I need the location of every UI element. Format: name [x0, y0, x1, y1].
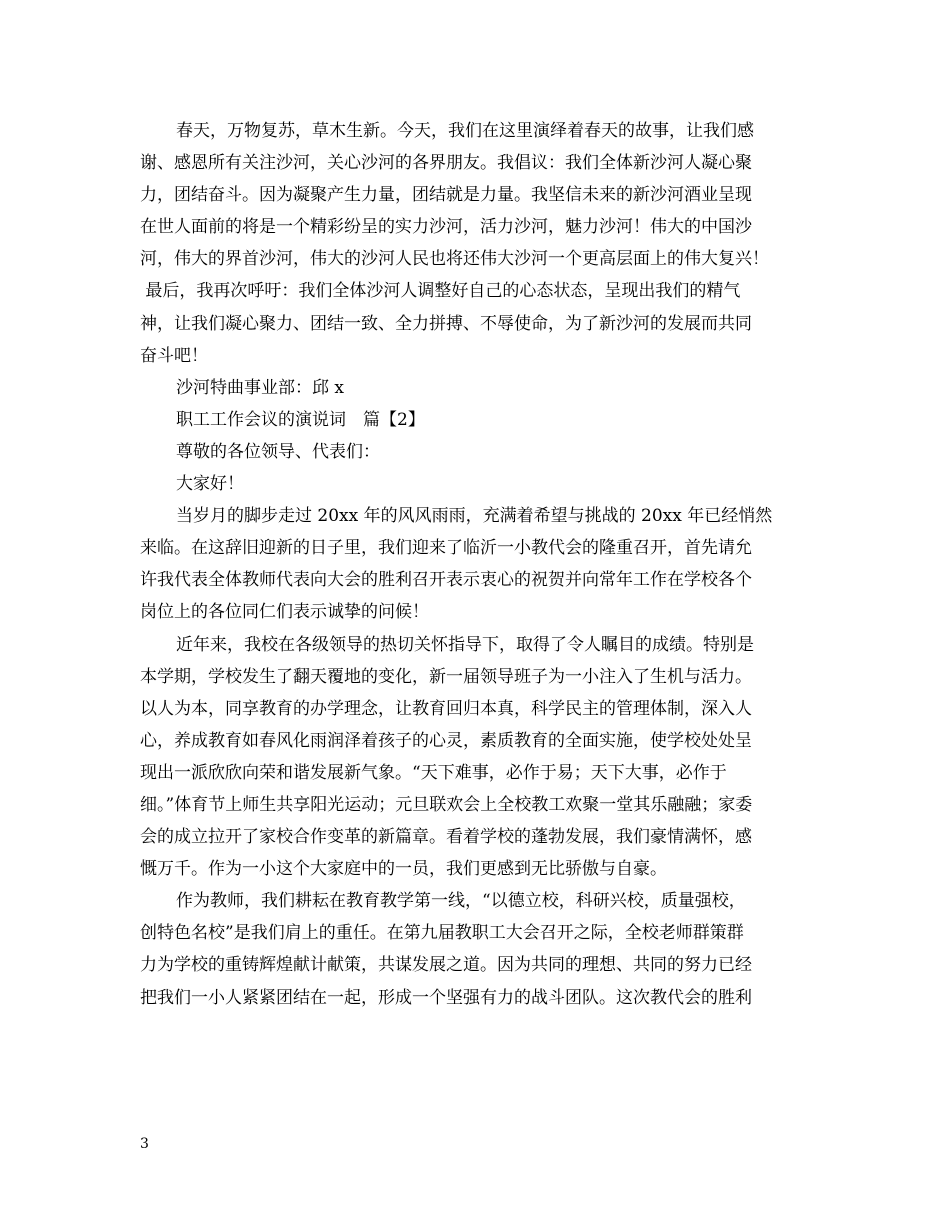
text-line: 现出一派欣欣向荣和谐发展新气象。“天下难事，必作于易；天下大事，必作于 [140, 762, 727, 783]
page-number: 3 [140, 1136, 149, 1152]
text-line: 最后，我再次呼吁：我们全体沙河人调整好自己的心态状态，呈现出我们的精气 [140, 281, 741, 302]
text-line: 河，伟大的界首沙河，伟大的沙河人民也将还伟大沙河一个更高层面上的伟大复兴！ [140, 249, 769, 270]
text-line: 慨万千。作为一小这个大家庭中的一员，我们更感到无比骄傲与自豪。 [140, 859, 667, 880]
document-body [140, 115, 815, 1014]
text-line: 奋斗吧！ [140, 345, 208, 366]
text-line: 职工工作会议的演说词 篇【2】 [176, 409, 425, 430]
text-line: 本学期，学校发生了翻天覆地的变化，新一届领导班子为一小注入了生机与活力。 [140, 666, 752, 687]
text-line: 力为学校的重铸辉煌献计献策，共谋发展之道。因为共同的理想、共同的努力已经 [140, 955, 752, 976]
text-line: 谢、感恩所有关注沙河，关心沙河的各界朋友。我倡议：我们全体新沙河人凝心聚 [140, 153, 752, 174]
text-line: 会的成立拉开了家校合作变革的新篇章。看着学校的蓬勃发展，我们豪情满怀，感 [140, 827, 752, 848]
text-line: 神，让我们凝心聚力、团结一致、全力拼搏、不辱使命，为了新沙河的发展而共同 [140, 313, 752, 334]
text-line: 在世人面前的将是一个精彩纷呈的实力沙河，活力沙河，魅力沙河！伟大的中国沙 [140, 217, 752, 238]
text-line: 当岁月的脚步走过 20xx 年的风风雨雨，充满着希望与挑战的 20xx 年已经悄然 [176, 506, 773, 527]
text-line: 近年来，我校在各级领导的热切关怀指导下，取得了令人瞩目的成绩。特别是 [176, 634, 754, 655]
text-line: 大家好！ [176, 474, 244, 495]
text-line: 以人为本，同享教育的办学理念，让教育回归本真，科学民主的管理体制，深入人 [140, 698, 752, 719]
text-line: 作为教师，我们耕耘在教育教学第一线，“以德立校，科研兴校，质量强校， [176, 891, 746, 912]
text-line: 创特色名校”是我们肩上的重任。在第九届教职工大会召开之际，全校老师群策群 [140, 923, 744, 944]
text-line: 岗位上的各位同仁们表示诚挚的问候！ [140, 602, 429, 623]
text-line: 春天，万物复苏，草木生新。今天，我们在这里演绎着春天的故事，让我们感 [176, 121, 754, 141]
text-line: 来临。在这辞旧迎新的日子里，我们迎来了临沂一小教代会的隆重召开，首先请允 [140, 538, 752, 559]
text-line: 尊敬的各位领导、代表们： [176, 441, 380, 462]
text-line: 细。”体育节上师生共享阳光运动；元旦联欢会上全校教工欢聚一堂其乐融融；家委 [140, 794, 753, 815]
text-line: 力，团结奋斗。因为凝聚产生力量，团结就是力量。我坚信未来的新沙河酒业呈现 [140, 185, 752, 206]
text-line: 心，养成教育如春风化雨润泽着孩子的心灵，素质教育的全面实施，使学校处处呈 [140, 730, 752, 751]
text-line: 把我们一小人紧紧团结在一起，形成一个坚强有力的战斗团队。这次教代会的胜利 [140, 987, 752, 1008]
text-line: 沙河特曲事业部：邱 x [176, 377, 344, 398]
text-line: 许我代表全体教师代表向大会的胜利召开表示衷心的祝贺并向常年工作在学校各个 [140, 570, 752, 591]
